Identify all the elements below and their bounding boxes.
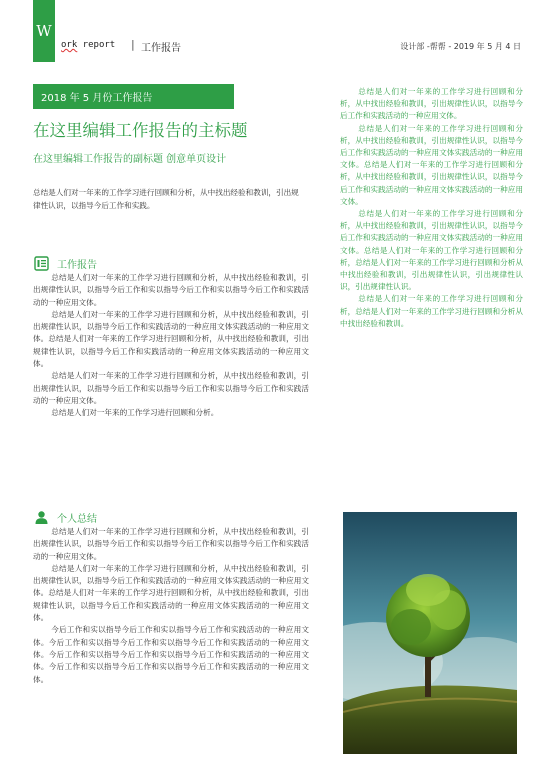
lone-tree-on-hill-photo [343,512,517,754]
paragraph: 总结是人们对一年来的工作学习进行回顾和分析，从中找出经验和教训，引出规律性认识，以指导今后工作和实以指导今后工作和实以指导今后工作和实践活动的一种应用文体。 [33,371,309,405]
header-brand-underlined: ork [61,40,78,50]
section-personal-summary-heading [33,509,97,525]
logo-block [33,0,55,62]
header-meta: 设计部 -帮帮 - 2019 年 5 月 4 日 [400,42,521,51]
paragraph: 总结是人们对一年来的工作学习进行回顾和分析。 [51,408,219,418]
section-work-report-heading [33,255,97,271]
page-title: 在这里编辑工作报告的主标题 [33,121,248,140]
person-icon [33,509,49,525]
right-column-text [340,86,523,330]
header-separator: | [131,38,135,51]
logo-letter: W [36,22,52,40]
section-personal-summary-body [33,526,309,686]
paragraph: 总结是人们对一年来的工作学习进行回顾和分析，从中找出经验和教训，引出规律性认识，以指导今后工作和实以指导今后工作和实以指导今后工作和实践活动的一种应用文体。 [33,527,309,561]
report-icon [33,255,49,271]
paragraph: 总结是人们对一年来的工作学习进行回顾和分析，总结是人们对一年来的工作学习进行回顾和分析从中找出经验和教训。 [340,294,523,328]
header-title: 工作报告 [141,43,181,54]
report-tag [33,84,234,109]
header-brand [61,40,115,50]
paragraph: 总结是人们对一年来的工作学习进行回顾和分析，从中找出经验和教训，引出规律性认识，以指导今后工作和实以指导今后工作和实以指导今后工作和实践活动的一种应用文体。 [33,273,309,307]
intro-text: 总结是人们对一年来的工作学习进行回顾和分析，从中找出经验和教训，引出规律性认识，以指导今后工作和实践。 [33,188,299,210]
paragraph: 总结是人们对一年来的工作学习进行回顾和分析，从中找出经验和教训，引出规律性认识，以指导今后工作和实践活动的一种应用文体实践活动的一种应用文体。总结是人们对一年来的工作学习进行回顾和分析，从中找出经验和教训，引出规律性认识，以指导今后工作和实践活动的一种应用文体实践活动的一种应用文体。 [33,309,309,369]
section-personal-summary-title: 个人总结 [57,513,97,525]
header-brand-rest: report [77,40,116,50]
paragraph: 今后工作和实以指导今后工作和实以指导今后工作和实践活动的一种应用文体。今后工作和实以指导今后工作和实以指导今后工作和实践活动的一种应用文体。今后工作和实以指导今后工作和实以指导今后工作和实践活动的一种应用文体。今后工作和实以指导今后工作和实以指导今后工作和实践活动的一种应用文体。 [33,625,309,684]
page-subtitle: 在这里编辑工作报告的副标题 创意单页设计 [33,154,227,165]
paragraph: 总结是人们对一年来的工作学习进行回顾和分析，从中找出经验和教训，引出规律性认识，以指导今后工作和实践活动的一种应用文体。 [340,87,523,121]
paragraph: 总结是人们对一年来的工作学习进行回顾和分析，从中找出经验和教训，引出规律性认识，以指导今后工作和实践活动的一种应用文体实践活动的一种应用文体。总结是人们对一年来的工作学习进行回顾和分析，总结是人们对一年来的工作学习进行回顾和分析从中找出经验和教训，引出规律性认识，引出规律性认识，引出规律性认识。 [340,209,523,292]
paragraph: 总结是人们对一年来的工作学习进行回顾和分析，从中找出经验和教训，引出规律性认识，以指导今后工作和实践活动的一种应用文体实践活动的一种应用文体。总结是人们对一年来的工作学习进行回顾和分析，从中找出经验和教训，引出规律性认识，以指导今后工作和实践活动的一种应用文体实践活动的一种应用文体。 [340,123,523,206]
paragraph: 总结是人们对一年来的工作学习进行回顾和分析，从中找出经验和教训，引出规律性认识，以指导今后工作和实践活动的一种应用文体实践活动的一种应用文体。总结是人们对一年来的工作学习进行回顾和分析，从中找出经验和教训，引出规律性认识，以指导今后工作和实践活动的一种应用文体实践活动的一种应用文体。 [33,563,309,623]
report-tag-label: 2018 年 5 月份工作报告 [41,93,153,104]
section-work-report-body [33,272,309,420]
section-work-report-title: 工作报告 [57,259,97,271]
